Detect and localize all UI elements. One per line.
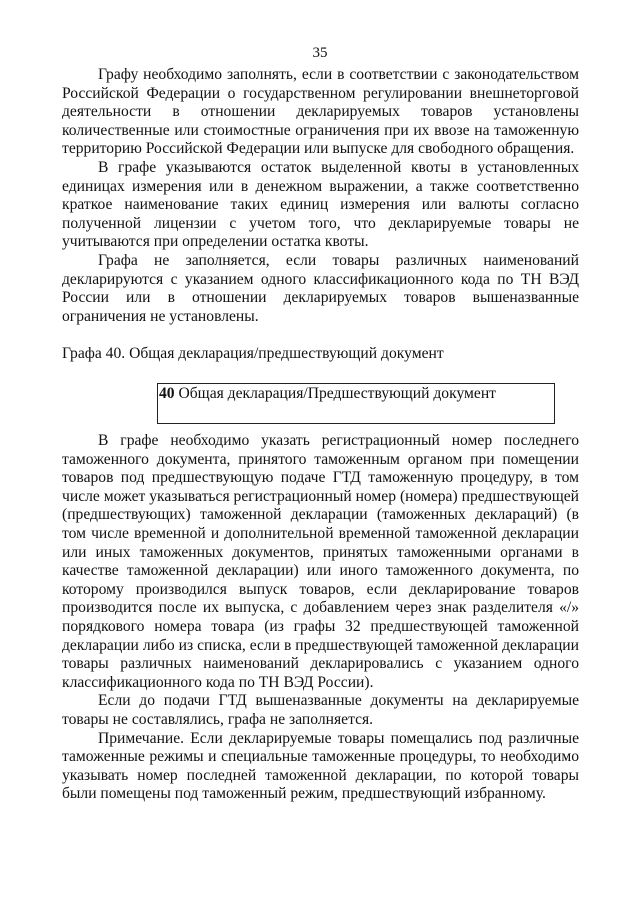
section-graph-39-text — [62, 66, 579, 326]
field-box-number: 40 — [159, 385, 175, 402]
form-field-box-40 — [157, 383, 555, 424]
section-heading-block — [62, 345, 579, 364]
section-graph-40-text — [62, 432, 579, 804]
paragraph: Если до подачи ГТД вышеназванные документы на декларируемые товары не составлялись, графа не заполняется. — [62, 692, 579, 728]
paragraph: В графе указываются остаток выделенной квоты в установленных единицах измерения или в денежном выражении, а также соответственно краткое наименование таких единиц измерения или валюты согласно полученной лицензии с учетом того, что декларируемые товары не учитываются при определении остатка квоты. — [62, 158, 579, 251]
paragraph: Примечание. Если декларируемые товары помещались под различные таможенные режимы и специальные таможенные процедуры, то необходимо указывать номер последней таможенной декларации, по которой товары были помещены под таможенный режим, предшествующий избранному. — [62, 729, 579, 803]
page-number: 35 — [312, 45, 328, 61]
section-heading: Графа 40. Общая декларация/предшествующий документ — [62, 345, 444, 362]
paragraph: Графу необходимо заполнять, если в соответствии с законодательством Российской Федерации о государственном регулировании внешнеторговой деятельности в отношении декларируемых товаров установлены количественные или стоимостные ограничения при их ввозе на таможенную территорию Российской Федерации или выпуске для свободного обращения. — [62, 66, 579, 158]
field-box-label — [159, 385, 496, 403]
field-box-title: Общая декларация/Предшествующий документ — [174, 385, 496, 402]
paragraph: Графа не заполняется, если товары различных наименований декларируются с указанием одного классификационного кода по ТН ВЭД России или в отношении декларируемых товаров вышеназванные ограничения не установлены. — [62, 251, 579, 325]
paragraph: В графе необходимо указать регистрационный номер последнего таможенного документа, принятого таможенным органом при помещении товаров под предшествующую подаче ГТД таможенную процедуру, в том числе может указываться регистрационный номер (номера) предшествующей (предшествующих) таможенной декларации (таможенных деклараций) (в том числе временной и дополнительной временной таможенной декларации или иных таможенных документов, принятых таможенными органами в качестве таможенной декларации) или иного таможенного документа, по которому производился выпуск товаров, если декларирование товаров производится после их выпуска, с добавлением через знак разделителя «/» порядкового номера товара (из графы 32 предшествующей таможенной декларации либо из списка, если в предшествующей таможенной декларации товары различных наименований декларировались с указанием одного классификационного кода по ТН ВЭД России). — [62, 432, 579, 691]
